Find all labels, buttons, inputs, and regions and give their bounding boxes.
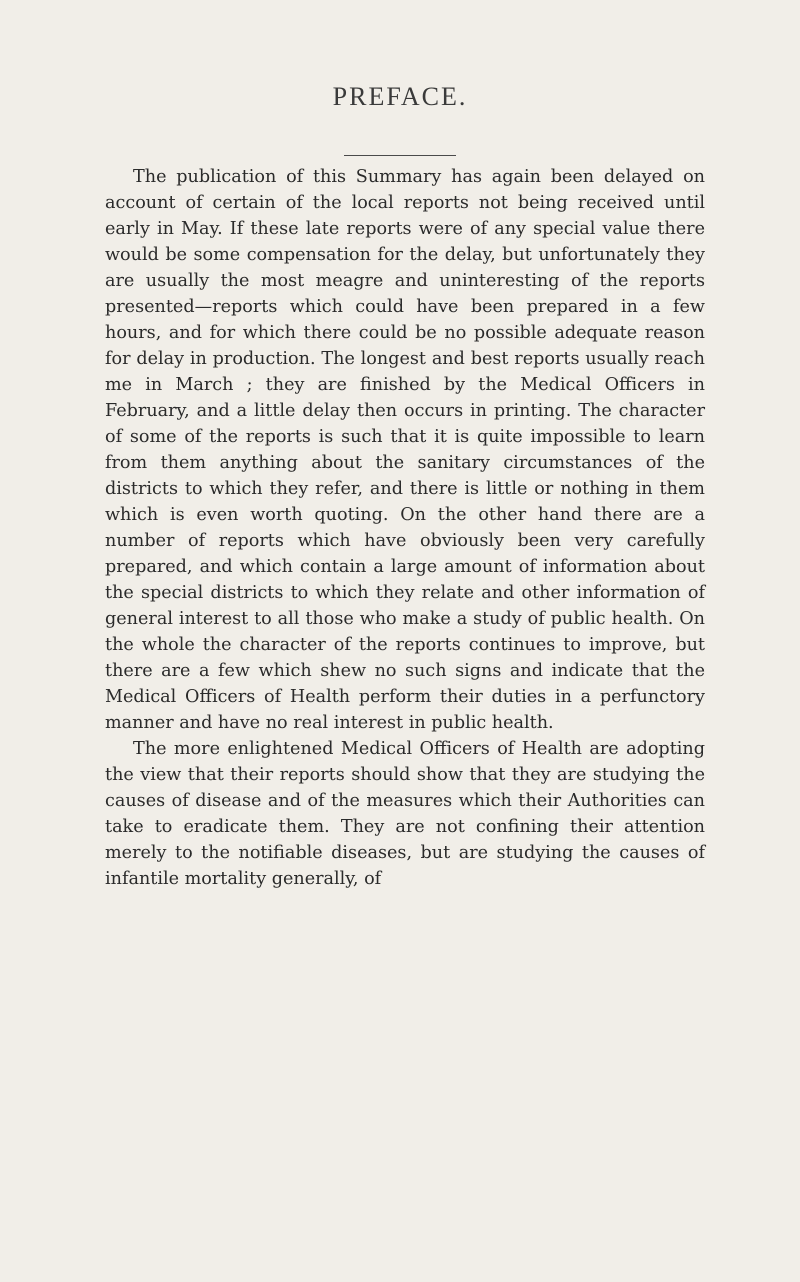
body-text [105,164,705,892]
paragraph-2: The more enlightened Medical Officers of Health are adopting the view that their reports should show that they are studying the causes of disease and of the measures which their Authorities can take to eradicate them. They are not confining their attention merely to the notifiable diseases, but are studying the causes of infantile mortality generally, of [105,739,705,889]
page-title: PREFACE. [332,82,468,111]
title-divider [344,155,456,156]
paragraph-1: The publication of this Summary has again been delayed on account of certain of the local reports not being received until early in May. If these late reports were of any special value there would be some compensation for the delay, but unfortunately they are usually the most meagre and uninteresting of the reports presented—reports which could have been prepared in a few hours, and for which there could be no possible adequate reason for delay in production. The longest and best reports usually reach me in March ; they are finished by the Medical Officers in February, and a little delay then occurs in printing. The character of some of the reports is such that it is quite impossible to learn from them anything about the sanitary circumstances of the districts to which they refer, and there is little or nothing in them which is even worth quoting. On the other hand there are a number of reports which have obviously been very carefully prepared, and which contain a large amount of information about the special districts to which they relate and other information of general interest to all those who make a study of public health. On the whole the character of the reports continues to improve, but there are a few which shew no such signs and indicate that the Medical Officers of Health perform their duties in a perfunctory manner and have no real interest in public health. [105,167,705,733]
